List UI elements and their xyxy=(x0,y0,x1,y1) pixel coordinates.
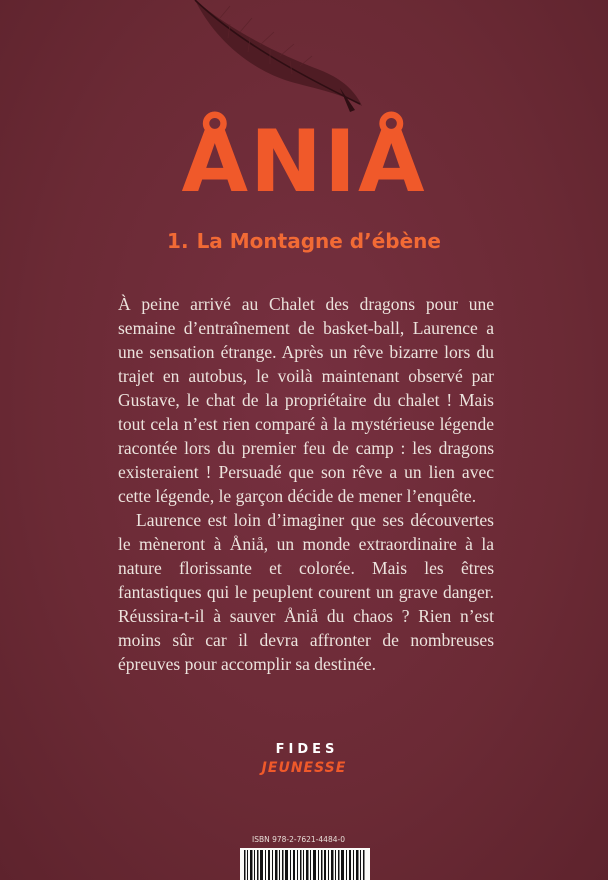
volume-subtitle xyxy=(0,228,608,254)
blurb-paragraph: À peine arrivé au Chalet des dragons pour une semaine d’entraînement de basket-ball, Laurence a une sensation étrange. Après un rêve bizarre lors du trajet en autobus, le voilà maintenant observé par Gustave, le chat de la propriétaire du chalet ! Mais tout cela n’est rien comparé à la mystérieuse légende racontée lors du premier feu de camp : les dragons existeraient ! Persuadé que son rêve a un lien avec cette légende, le garçon décide de mener l’enquête. xyxy=(118,294,494,506)
barcode-icon xyxy=(240,848,370,880)
feather-icon xyxy=(190,0,365,120)
barcode-bars xyxy=(244,850,366,880)
blurb-paragraph: Laurence est loin d’imaginer que ses découvertes le mèneront à Åniå, un monde extraordinaire à la nature florissante et colorée. Mais les êtres fantastiques qui le peuplent courent un grave danger. Réussira-t-il à sauver Åniå du chaos ? Rien n’est moins sûr car il devra affronter de nombreuses épreuves pour accomplir sa destinée. xyxy=(118,510,494,674)
volume-number: 1. xyxy=(167,229,189,253)
back-cover-blurb xyxy=(118,292,494,676)
series-title: ÅNIÅ xyxy=(181,112,427,212)
volume-title: La Montagne d’ébène xyxy=(196,229,441,253)
publisher-imprint: JEUNESSE xyxy=(261,760,347,776)
publisher-logo xyxy=(0,742,608,776)
publisher-name: FIDES xyxy=(275,742,339,757)
isbn-label: ISBN 978-2-7621-4484-0 xyxy=(252,835,345,844)
